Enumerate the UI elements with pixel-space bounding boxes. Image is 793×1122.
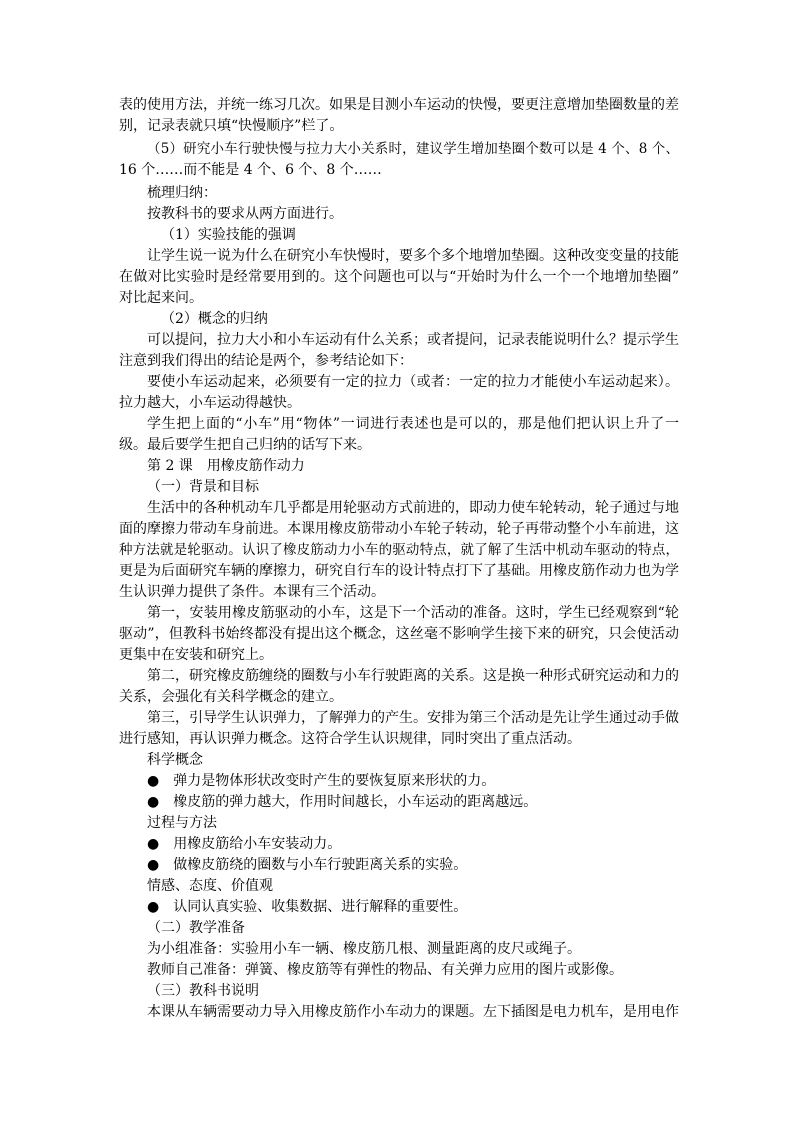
text-line: 更是为后面研究车辆的摩擦力，研究自行车的设计特点打下了基础。用橡皮筋作动力也为学 [119, 563, 679, 579]
text-line: 对比起来问。 [119, 290, 203, 306]
text-line: 第一，安装用橡皮筋驱动的小车，这是下一个活动的准备。这时，学生已经观察到“轮 [147, 605, 679, 621]
subheading: （三）教科书说明 [147, 983, 259, 999]
subheading: （1）实验技能的强调 [161, 227, 296, 243]
bullet-item: ● 弹力是物体形状改变时产生的要恢复原来形状的力。 [147, 773, 496, 789]
text-line: 学生把上面的“小车”用“物体”一词进行表述也是可以的，那是他们把认识上升了一 [147, 416, 679, 432]
text-line: （5）研究小车行驶快慢与拉力大小关系时，建议学生增加垫圈个数可以是 4 个、8 个、 [147, 141, 679, 157]
text-line: 按教科书的要求从两方面进行。 [147, 206, 343, 222]
text-line: 别，记录表就只填“快慢顺序”栏了。 [119, 118, 344, 134]
text-line: 生活中的各种机动车几乎都是用轮驱动方式前进的，即动力使车轮转动，轮子通过与地 [147, 500, 679, 516]
text-line: 面的摩擦力带动车身前进。本课用橡皮筋带动小车轮子转动，轮子再带动整个小车前进，这 [119, 521, 679, 537]
text-line: 要使小车运动起来，必须要有一定的拉力（或者：一定的拉力才能使小车运动起来）。 [147, 374, 679, 390]
subheading: （二）教学准备 [147, 920, 245, 936]
text-line: 第二，研究橡皮筋缠绕的圈数与小车行驶距离的关系。这是换一种形式研究运动和力的 [147, 668, 679, 684]
text-line: 关系，会强化有关科学概念的建立。 [119, 689, 343, 705]
text-line: 驱动”，但教科书始终都没有提出这个概念，这丝毫不影响学生接下来的研究，只会使活动 [119, 626, 679, 642]
section-label: 梳理归纳： [147, 185, 217, 201]
text-line: 教师自己准备：弹簧、橡皮筋等有弹性的物品、有关弹力应用的图片或影像。 [147, 962, 623, 978]
text-line: 更集中在安装和研究上。 [119, 647, 273, 663]
subheading: （2）概念的归纳 [161, 311, 268, 327]
text-line: 16 个……而不能是 4 个、6 个、8 个…… [119, 162, 382, 178]
text-line: 表的使用方法，并统一练习几次。如果是目测小车运动的快慢，要更注意增加垫圈数量的差 [119, 97, 679, 113]
section-label: 科学概念 [147, 752, 203, 768]
text-line: 种方法就是轮驱动。认识了橡皮筋动力小车的驱动特点，就了解了生活中机动车驱动的特点， [119, 542, 679, 558]
subheading: （一）背景和目标 [147, 479, 259, 495]
text-line: 注意到我们得出的结论是两个，参考结论如下： [119, 353, 413, 369]
lesson-heading: 第 2 课 用橡皮筋作动力 [147, 458, 305, 474]
bullet-item: ● 认同认真实验、收集数据、进行解释的重要性。 [147, 899, 468, 915]
text-line: 级。最后要学生把自己归纳的话写下来。 [119, 437, 371, 453]
text-line: 可以提问，拉力大小和小车运动有什么关系；或者提问，记录表能说明什么？提示学生 [147, 332, 679, 348]
bullet-item: ● 做橡皮筋绕的圈数与小车行驶距离关系的实验。 [147, 857, 468, 873]
text-line: 进行感知，再认识弹力概念。这符合学生认识规律，同时突出了重点活动。 [119, 731, 581, 747]
section-label: 过程与方法 [147, 815, 217, 831]
text-line: 生认识弹力提供了条件。本课有三个活动。 [119, 584, 385, 600]
text-line: 第三，引导学生认识弹力，了解弹力的产生。安排为第三个活动是先让学生通过动手做 [147, 710, 679, 726]
text-line: 本课从车辆需要动力导入用橡皮筋作小车动力的课题。左下插图是电力机车，是用电作 [147, 1004, 679, 1020]
bullet-item: ● 用橡皮筋给小车安装动力。 [147, 836, 342, 852]
text-line: 为小组准备：实验用小车一辆、橡皮筋几根、测量距离的皮尺或绳子。 [147, 941, 581, 957]
text-line: 在做对比实验时是经常要用到的。这个问题也可以与“开始时为什么一个一个地增加垫圈” [119, 269, 679, 285]
section-label: 情感、态度、价值观 [147, 878, 273, 894]
bullet-item: ● 橡皮筋的弹力越大，作用时间越长，小车运动的距离越远。 [147, 794, 538, 810]
text-line: 让学生说一说为什么在研究小车快慢时，要多个多个地增加垫圈。这种改变变量的技能 [147, 248, 679, 264]
text-line: 拉力越大，小车运动得越快。 [119, 395, 301, 411]
